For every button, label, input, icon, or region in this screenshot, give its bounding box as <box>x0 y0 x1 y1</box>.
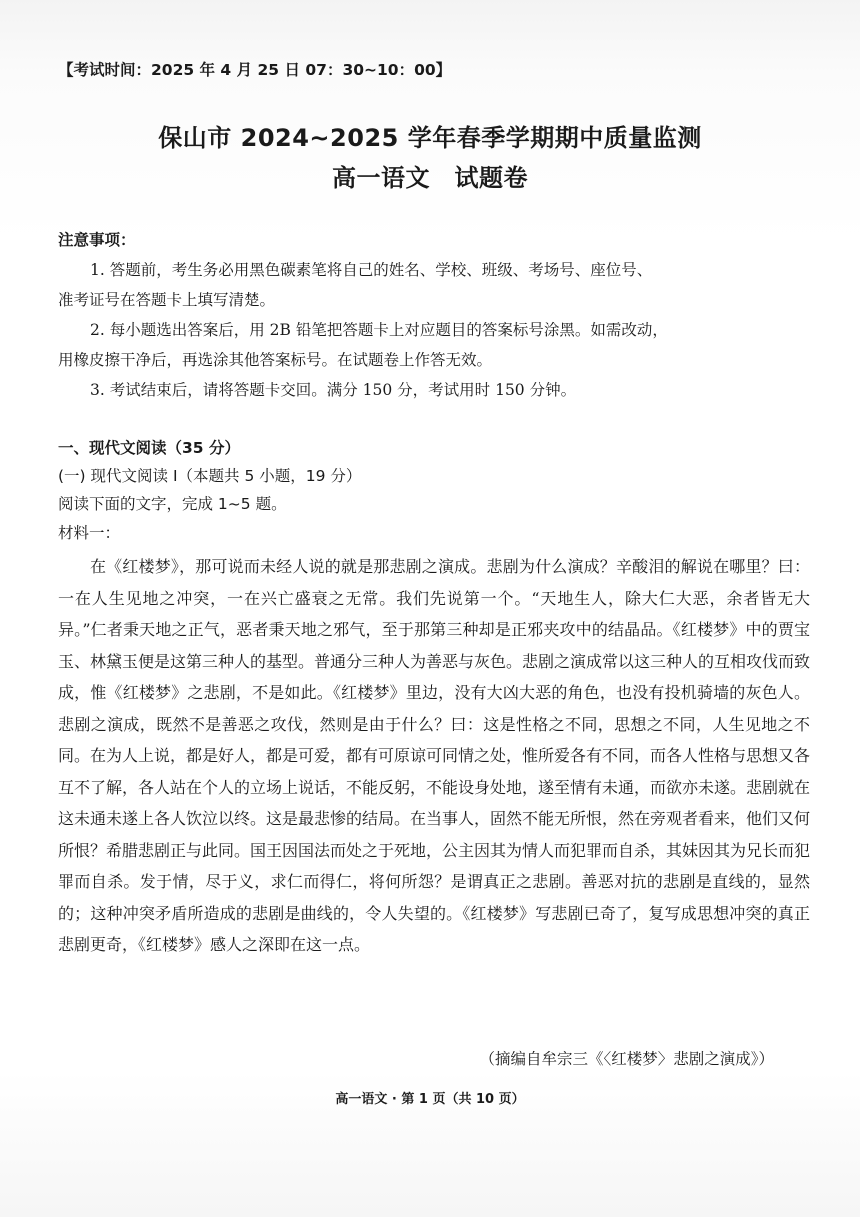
notice-line: 2. 每小题选出答案后，用 2B 铅笔把答题卡上对应题目的答案标号涂黑。如需改动， <box>90 321 668 339</box>
page-footer: 高一语文 · 第 1 页（共 10 页） <box>335 1092 525 1107</box>
subsection-heading: (一) 现代文阅读 I（本题共 5 小题，19 分） <box>58 467 362 485</box>
exam-time: 【考试时间：2025 年 4 月 25 日 07：30~10：00】 <box>58 61 452 79</box>
section-heading: 一、现代文阅读（35 分） <box>58 439 240 457</box>
notice-line: 准考证号在答题卡上填写清楚。 <box>58 291 276 309</box>
exam-title: 保山市 2024~2025 学年春季学期期中质量监测 <box>158 124 702 152</box>
notice-heading: 注意事项： <box>58 231 136 249</box>
material-label: 材料一： <box>58 524 121 542</box>
notice-line: 3. 考试结束后，请将答题卡交回。满分 150 分，考试用时 150 分钟。 <box>90 381 577 399</box>
notice-line: 1. 答题前，考生务必用黑色碳素笔将自己的姓名、学校、班级、考场号、座位号、 <box>90 261 653 279</box>
reading-passage: 在《红楼梦》，那可说而未经人说的就是那悲剧之演成。悲剧为什么演成？辛酸泪的解说在哪里？曰：一在人生见地之冲突，一在兴亡盛衰之无常。我们先说第一个。“天地生人，除大仁大恶，余者皆无大异。”仁者秉天地之正气，恶者秉天地之邪气，至于那第三种却是正邪夹攻中的结晶品。《红楼梦》中的贾宝玉、林黛玉便是这第三种人的基型。普通分三种人为善恶与灰色。悲剧之演成常以这三种人的互相攻伐而致成，惟《红楼梦》之悲剧，不是如此。《红楼梦》里边，没有大凶大恶的角色，也没有投机骑墙的灰色人。悲剧之演成，既然不是善恶之攻伐，然则是由于什么？曰：这是性格之不同，思想之不同，人生见地之不同。在为人上说，都是好人，都是可爱，都有可原谅可同情之处，惟所爱各有不同，而各人性格与思想又各互不了解，各人站在个人的立场上说话，不能反躬，不能设身处地，遂至情有未通，而欲亦未遂。悲剧就在这未通未遂上各人饮泣以终。这是最悲惨的结局。在当事人，固然不能无所恨，然在旁观者看来，他们又何所恨？希腊悲剧正与此同。国王因国法而处之于死地，公主因其为情人而犯罪而自杀，其妹因其为兄长而犯罪而自杀。发于情，尽于义，求仁而得仁，将何所怨？是谓真正之悲剧。善恶对抗的悲剧是直线的，显然的；这种冲突矛盾所造成的悲剧是曲线的，令人失望的。《红楼梦》写悲剧已奇了，复写成思想冲突的真正悲剧更奇，《红楼梦》感人之深即在这一点。 <box>58 557 811 954</box>
passage-source: （摘编自牟宗三《〈红楼梦〉悲剧之演成》） <box>479 1050 774 1068</box>
reading-instruction: 阅读下面的文字，完成 1~5 题。 <box>58 495 287 513</box>
exam-subtitle: 高一语文 试题卷 <box>332 164 528 192</box>
notice-line: 用橡皮擦干净后，再选涂其他答案标号。在试题卷上作答无效。 <box>58 351 493 369</box>
